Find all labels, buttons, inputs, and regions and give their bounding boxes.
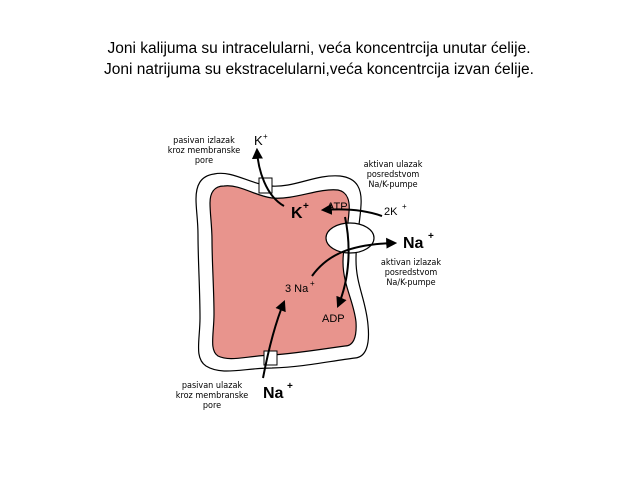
passive-influx-label-2: kroz membranske (175, 391, 249, 401)
atp-label: ATP (327, 201, 348, 213)
na-bottom-charge: + (287, 381, 293, 392)
title-line-2: Joni natrijuma su ekstracelularni,veća koncentrcija izvan ćelije. (104, 61, 534, 78)
na-outside-label: Na (403, 235, 424, 252)
active-influx-label-2: posredstvom (366, 170, 420, 180)
active-efflux-label-3: Na/K-pumpe (386, 278, 436, 288)
two-k-charge: + (402, 202, 407, 211)
active-influx-label-3: Na/K-pumpe (368, 180, 418, 190)
title-line-1: Joni kalijuma su intracelularni, veća koncentrcija unutar ćelije. (107, 40, 531, 57)
passive-influx-label-1: pasivan ulazak (181, 381, 243, 391)
adp-label: ADP (322, 313, 345, 325)
k-outside-charge: + (263, 132, 268, 141)
three-na-charge: + (310, 279, 315, 288)
active-efflux-label-2: posredstvom (384, 268, 438, 278)
passive-efflux-label-2: kroz membranske (167, 146, 241, 156)
passive-efflux-label-3: pore (194, 156, 214, 166)
passive-influx-label-3: pore (202, 401, 222, 411)
na-bottom-label: Na (263, 385, 284, 402)
two-k-label: 2K (384, 206, 398, 218)
three-na-label: 3 Na (285, 283, 309, 295)
active-efflux-label-1: aktivan izlazak (380, 258, 442, 268)
na-outside-charge: + (428, 231, 434, 242)
passive-efflux-label-1: pasivan izlazak (173, 136, 235, 146)
k-inside-charge: + (303, 201, 309, 212)
k-inside-label: K (291, 205, 303, 222)
k-outside-label: K (254, 133, 263, 148)
active-influx-label-1: aktivan ulazak (363, 160, 423, 170)
